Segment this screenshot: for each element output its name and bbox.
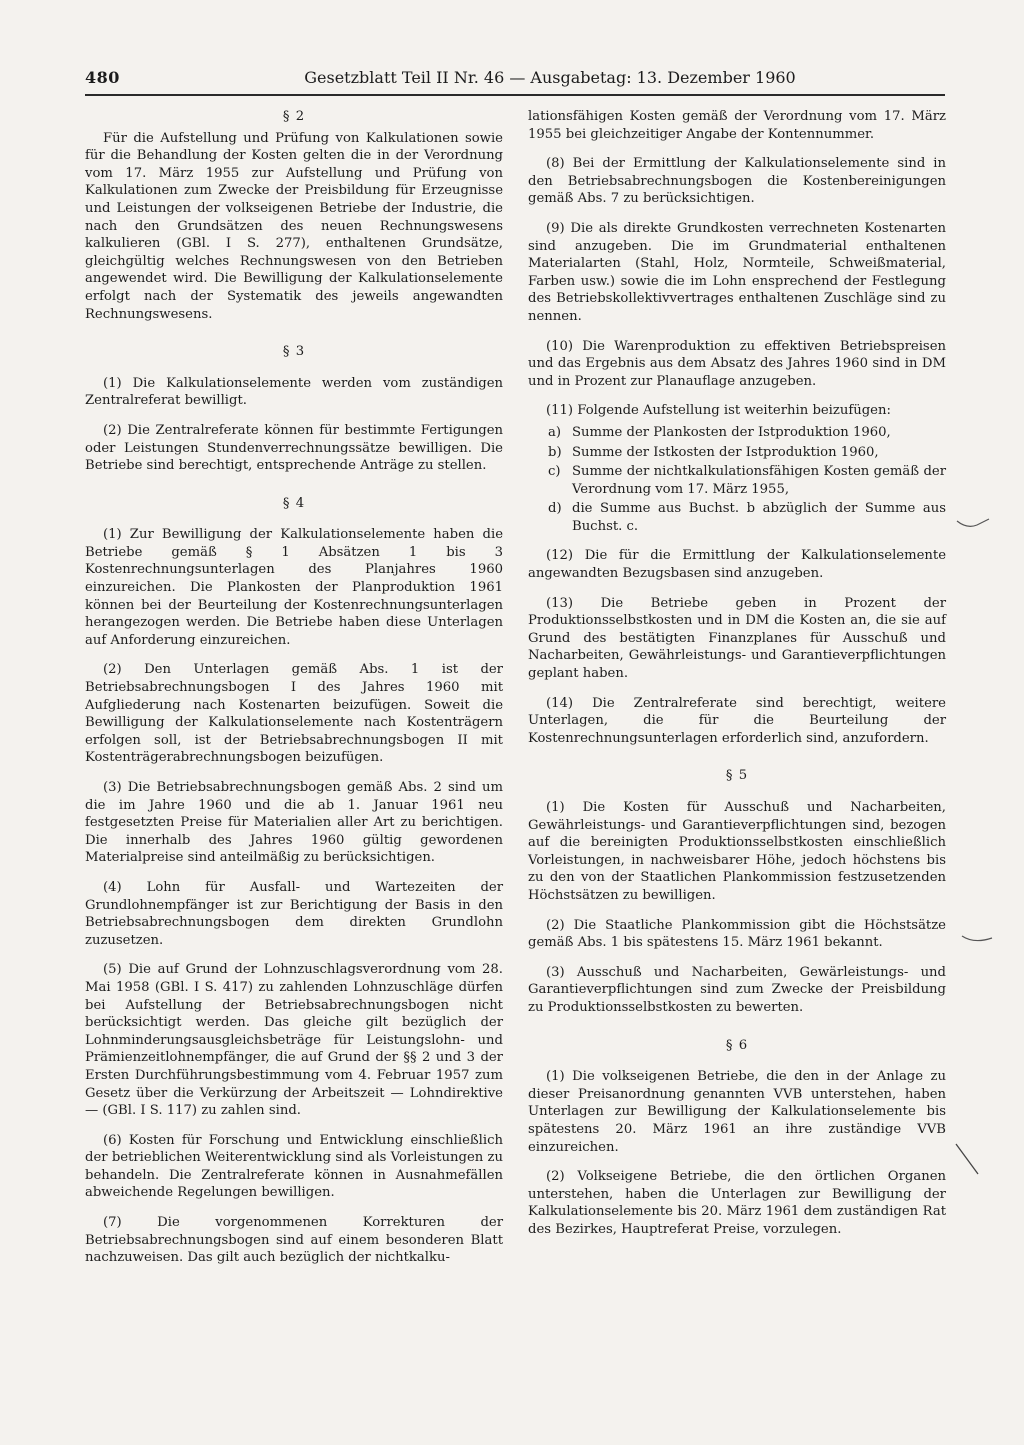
paragraph: (1) Zur Bewilligung der Kalkulationselemente haben die Betriebe gemäß § 1 Absätzen 1 bis 3 Kostenrechnungsunterlagen des Planjahres 1960 einzureichen. Die Plankosten der Planproduktion 1961 können bei der Beurteilung der Kostenrechnungsunterlagen herangezogen werden. Die Betriebe haben diese Unterlagen auf Anforderung einzureichen. <box>85 527 503 648</box>
list-item <box>548 424 946 442</box>
paragraph: (11) Folgende Aufstellung ist weiterhin beizufügen: <box>546 403 891 419</box>
paragraph: (2) Volkseigene Betriebe, die den örtlichen Organen unterstehen, haben die Unterlagen zur Bewilligung der Kalkulationselemente bis 20. März 1961 dem zuständigen Rat des Bezirkes, Hauptreferat Preise, vorzulegen. <box>528 1169 946 1237</box>
paragraph: (13) Die Betriebe geben in Prozent der Produktionsselbstkosten und in DM die Kosten an, die sie auf Grund des bestätigten Finanzplanes für Ausschuß und Nacharbeiten, Gewährleistungs- und Garantieverpflichtungen geplant haben. <box>528 595 946 682</box>
section-heading-4: § 4 <box>282 495 306 511</box>
section-heading-3: § 3 <box>282 344 306 360</box>
section-heading-6: § 6 <box>725 1037 749 1053</box>
list-marker: b) <box>548 444 562 460</box>
header-title: Gesetzblatt Teil II Nr. 46 — Ausgabetag: 13. Dezember 1960 <box>304 68 796 87</box>
paragraph-continued: lationsfähigen Kosten gemäß der Verordnung vom 17. März 1955 bei gleichzeitiger Angabe der Kontennummer. <box>528 109 946 142</box>
paragraph: (14) Die Zentralreferate sind berechtigt, weitere Unterlagen, die für die Beurteilung der Kostenrechnungsunterlagen erforderlich sind, anzufordern. <box>528 695 946 746</box>
paragraph: (6) Kosten für Forschung und Entwicklung einschließlich der betrieblichen Weiterentwicklung sind als Vorleistungen zu behandeln. Die Zentralreferate können in Ausnahmefällen abweichende Regelungen bewilligen. <box>85 1132 503 1201</box>
margin-pen-mark <box>955 515 991 535</box>
section-heading-2: § 2 <box>282 109 306 124</box>
page-header <box>85 68 945 96</box>
paragraph: (2) Die Zentralreferate können für bestimmte Fertigungen oder Leistungen Stundenverrechnungssätze bewilligen. Die Betriebe sind berechtigt, entsprechende Anträge zu stellen. <box>85 422 503 474</box>
paragraph: (12) Die für die Ermittlung der Kalkulationselemente angewandten Bezugsbasen sind anzugeben. <box>528 548 946 582</box>
paragraph: (2) Den Unterlagen gemäß Abs. 1 ist der Betriebsabrechnungsbogen I des Jahres 1960 mit Aufgliederung nach Kostenarten beizufügen. Soweit die Bewilligung der Kalkulationselemente nach Kostenträgern erfolgen soll, ist der Betriebsabrechnungsbogen II mit Kostenträgerabrechnungsbogen beizufügen. <box>85 662 503 766</box>
paragraph: (1) Die volkseigenen Betriebe, die den in der Anlage zu dieser Preisanordnung genannten VVB unterstehen, haben Unterlagen zur Bewilligung der Kalkulationselemente bis spätestens 20. März 1961 an ihre zuständige VVB einzureichen. <box>528 1069 946 1155</box>
margin-pen-mark <box>960 930 994 946</box>
paragraph: (1) Die Kosten für Ausschuß und Nacharbeiten, Gewährleistungs- und Garantieverpflichtungen sind, bezogen auf die bereinigten Produktionsselbstkosten einschließlich Vorleistungen, in nachweisbarer Höhe, jedoch höchstens bis zu den von der Staatlichen Plankommission festzusetzenden Höchstsätzen zu bewilligen. <box>528 800 946 903</box>
right-column <box>528 108 946 1250</box>
section-heading-5: § 5 <box>725 768 749 784</box>
paragraph: (3) Ausschuß und Nacharbeiten, Gewärleistungs- und Garantieverpflichtungen sind zum Zwecke der Preisbildung zu Produktionsselbstkosten zu bewerten. <box>528 964 946 1015</box>
paragraph: (2) Die Staatliche Plankommission gibt die Höchstsätze gemäß Abs. 1 bis spätestens 15. März 1961 bekannt. <box>528 917 946 951</box>
page-number: 480 <box>85 68 120 87</box>
margin-pen-mark <box>952 1140 982 1180</box>
list-item <box>548 463 946 498</box>
paragraph: Für die Aufstellung und Prüfung von Kalkulationen sowie für die Behandlung der Kosten gelten die in der Verordnung vom 17. März 1955 zur Aufstellung und Prüfung von Kalkulationen zum Zwecke der Preisbildung für Erzeugnisse und Leistungen der volkseigenen Betriebe der Industrie, die nach den Grundsätzen des neuen Rechnungswesens kalkulieren (GBl. I S. 277), enthaltenen Grundsätze, gleichgültig welches Rechnungswesen von den Betrieben angewendet wird. Die Bewilligung der Kalkulationselemente erfolgt nach der Systematik des jeweils angewandten Rechnungswesens. <box>85 130 503 322</box>
list-marker: c) <box>548 464 561 480</box>
list-item-text: Summe der nichtkalkulationsfähigen Kosten gemäß der Verordnung vom 17. März 1955, <box>572 464 946 497</box>
list-item <box>548 444 946 462</box>
paragraph: (3) Die Betriebsabrechnungsbogen gemäß Abs. 2 sind um die im Jahre 1960 und die ab 1. Januar 1961 neu festgesetzten Preise für Materialien aller Art zu berichtigen. Die innerhalb des Jahres 1960 gültig gewordenen Materialpreise sind anteilmäßig zu berücksichtigen. <box>85 780 503 866</box>
list-marker: d) <box>548 501 562 517</box>
list-item-text: die Summe aus Buchst. b abzüglich der Summe aus Buchst. c. <box>572 501 946 534</box>
paragraph: (9) Die als direkte Grundkosten verrechneten Kostenarten sind anzugeben. Die im Grundmaterial enthaltenen Materialarten (Stahl, Holz, Normteile, Schweißmaterial, Farben usw.) sowie die im Lohn ensprechend der Festlegung des Betriebskollektivvertrages enthaltenen Zuschläge sind zu nennen. <box>528 220 946 324</box>
paragraph: (10) Die Warenproduktion zu effektiven Betriebspreisen und das Ergebnis aus dem Absatz des Jahres 1960 sind in DM und in Prozent zur Planauflage anzugeben. <box>528 338 946 389</box>
paragraph: (5) Die auf Grund der Lohnzuschlagsverordnung vom 28. Mai 1958 (GBl. I S. 417) zu zahlenden Lohnzuschläge dürfen bei Aufstellung der Betriebsabrechnungsbogen nicht berücksichtigt werden. Das gleiche gilt bezüglich der Lohnminderungsausgleichsbeträge für Leistungslohn- und Prämienzeitlohnempfänger, die auf Grund der §§ 2 und 3 der Ersten Durchführungsbestimmung vom 4. Februar 1957 zum Gesetz über die Verkürzung der Arbeitszeit — Lohndirektive — (GBl. I S. 117) zu zahlen sind. <box>85 962 503 1119</box>
list-item <box>548 500 946 535</box>
list-marker: a) <box>548 424 562 440</box>
paragraph: (1) Die Kalkulationselemente werden vom zuständigen Zentralreferat bewilligt. <box>85 375 503 409</box>
list-item-text: Summe der Plankosten der Istproduktion 1960, <box>572 424 891 440</box>
paragraph: (4) Lohn für Ausfall- und Wartezeiten der Grundlohnempfänger ist zur Berichtigung der Basis in den Betriebsabrechnungsbogen dem direkten Grundlohn zuzusetzen. <box>85 879 503 948</box>
left-column <box>85 108 503 1279</box>
list-item-text: Summe der Istkosten der Istproduktion 1960, <box>572 444 879 460</box>
paragraph: (8) Bei der Ermittlung der Kalkulationselemente sind in den Betriebsabrechnungsbogen die Kostenbereinigungen gemäß Abs. 7 zu berücksichtigen. <box>528 156 946 207</box>
paragraph: (7) Die vorgenommenen Korrekturen der Betriebsabrechnungsbogen sind auf einem besonderen Blatt nachzuweisen. Das gilt auch bezüglich der nichtkalku- <box>85 1215 503 1266</box>
